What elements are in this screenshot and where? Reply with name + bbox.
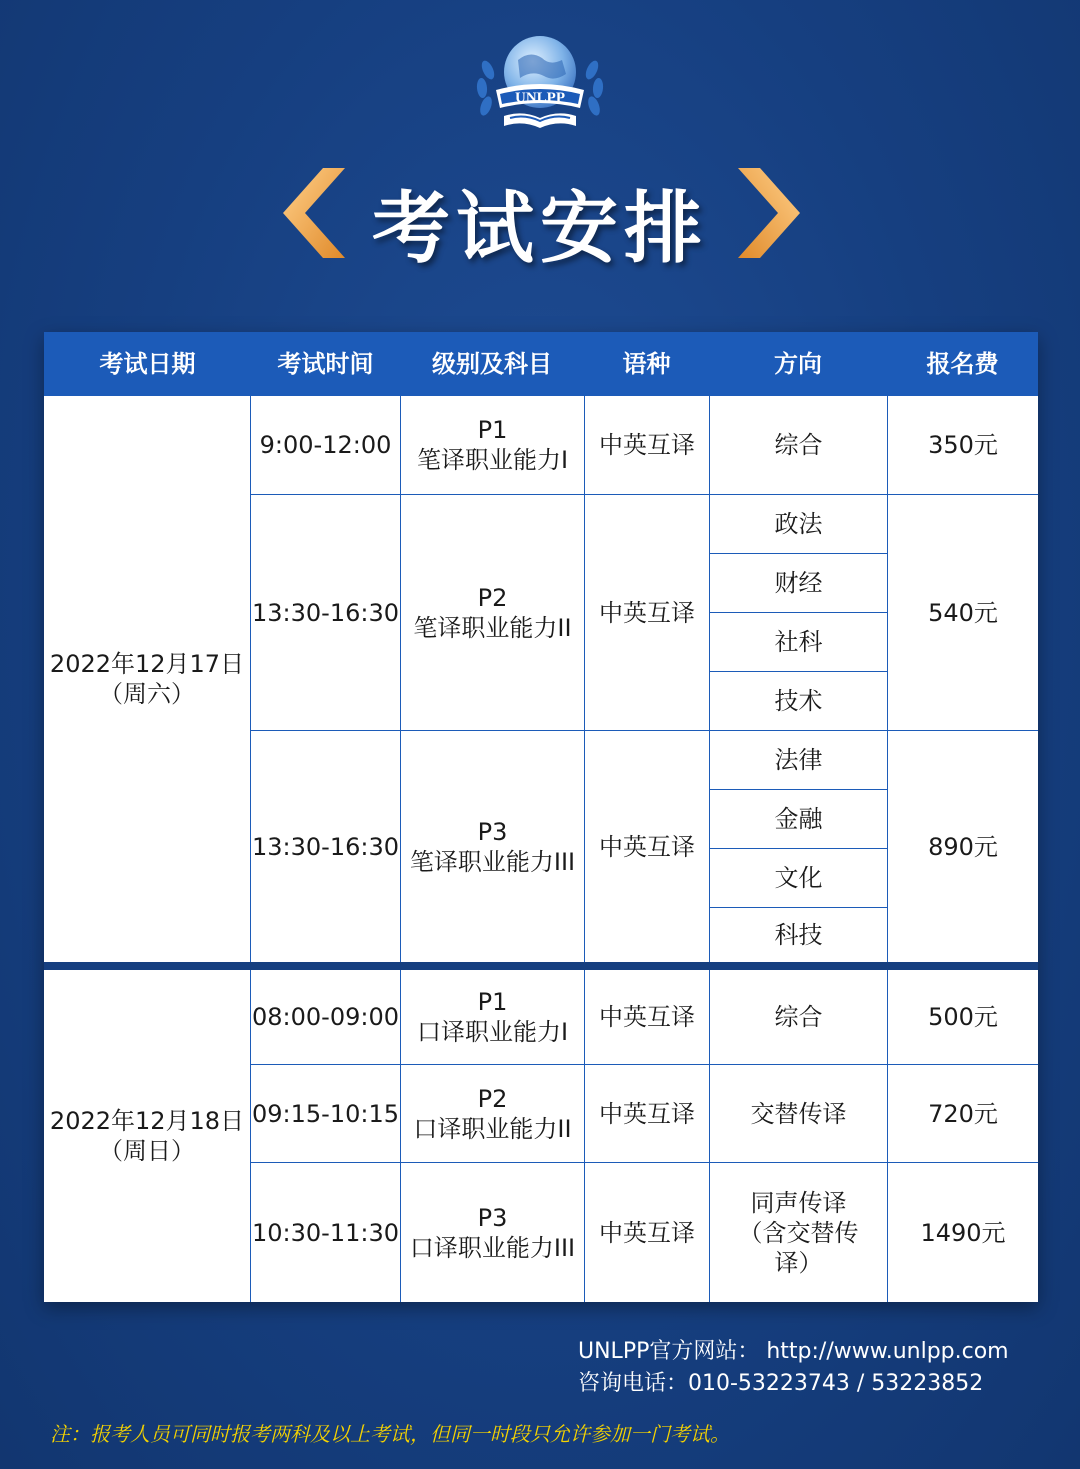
direction: 社科: [774, 628, 823, 656]
header-exam-date: 考试日期: [99, 350, 196, 378]
title-section: [0, 160, 1080, 274]
exam-date-day2: [44, 970, 250, 1302]
weekday-label: （周六）: [99, 680, 195, 708]
fee: 350元: [928, 431, 998, 459]
level-label: P3: [477, 1203, 508, 1232]
website-line: UNLPP官方网站： http://www.unlpp.com: [578, 1339, 1009, 1364]
fee: 890元: [928, 832, 998, 861]
exam-date-day1: [44, 396, 250, 962]
chevron-left-icon: [283, 168, 345, 258]
level-label: P1: [477, 988, 508, 1016]
language: 中英互译: [599, 431, 695, 459]
subject-label: 口译职业能力II: [413, 1114, 572, 1143]
exam-time: 08:00-09:00: [252, 1003, 399, 1031]
direction-line: （含交替传: [738, 1218, 859, 1247]
header-exam-time: 考试时间: [277, 350, 374, 378]
direction: 政法: [774, 510, 823, 538]
language: 中英互译: [599, 1218, 695, 1247]
header-direction: 方向: [774, 350, 822, 378]
direction: 交替传译: [750, 1099, 847, 1128]
language: 中英互译: [599, 1099, 695, 1128]
page-title: 考试安排: [371, 184, 708, 274]
level-subject: [401, 1065, 584, 1162]
fee: 720元: [928, 1099, 998, 1128]
weekday-label: （周日）: [99, 1137, 195, 1165]
level-label: P2: [477, 583, 508, 612]
direction: 科技: [774, 921, 823, 949]
direction-line: 同声传译: [750, 1188, 847, 1217]
level-label: P1: [477, 416, 508, 444]
direction: 综合: [774, 431, 823, 459]
direction: 法律: [774, 746, 823, 774]
exam-time: 13:30-16:30: [252, 598, 399, 627]
level-subject: [401, 1163, 584, 1302]
phone-line: 咨询电话：010-53223743 / 53223852: [578, 1371, 984, 1396]
direction: 综合: [774, 1003, 823, 1031]
language: 中英互译: [599, 1003, 695, 1031]
exam-schedule-table: [44, 332, 1038, 1302]
day-separator: [44, 962, 1038, 970]
level-subject: [401, 970, 584, 1064]
date-label: 2022年12月18日: [49, 1107, 245, 1135]
unlpp-logo: [470, 30, 610, 135]
level-subject: [401, 495, 584, 730]
fee: 500元: [928, 1003, 998, 1031]
subject-label: 笔译职业能力III: [409, 847, 576, 876]
direction: 财经: [774, 569, 823, 597]
level-subject: [401, 731, 584, 962]
direction-line: 译）: [774, 1248, 823, 1277]
level-subject: [401, 396, 584, 494]
level-label: P3: [477, 817, 508, 846]
logo-text: UNLPP: [515, 90, 565, 106]
fee: 540元: [928, 598, 998, 627]
exam-time: 10:30-11:30: [252, 1218, 399, 1247]
language: 中英互译: [599, 832, 695, 861]
fee: 1490元: [920, 1218, 1006, 1247]
language: 中英互译: [599, 598, 695, 627]
header-language: 语种: [622, 350, 671, 378]
table-header: [44, 332, 1038, 396]
exam-time: 09:15-10:15: [252, 1099, 399, 1128]
level-label: P2: [477, 1084, 508, 1113]
note-text: 注：报考人员可同时报考两科及以上考试，但同一时段只允许参加一门考试。: [50, 1422, 730, 1446]
direction: 文化: [774, 864, 823, 892]
contact-info: [578, 1336, 1009, 1400]
direction: 金融: [774, 805, 823, 833]
direction: 技术: [774, 687, 823, 715]
exam-time: 13:30-16:30: [252, 832, 399, 861]
subject-label: 口译职业能力I: [416, 1018, 569, 1046]
header-fee: 报名费: [926, 350, 999, 378]
direction: [710, 1163, 887, 1302]
header-level-subject: 级别及科目: [432, 350, 552, 378]
subject-label: 笔译职业能力I: [416, 446, 569, 474]
chevron-right-icon: [738, 168, 800, 258]
subject-label: 笔译职业能力II: [413, 613, 572, 642]
date-label: 2022年12月17日: [49, 650, 245, 678]
subject-label: 口译职业能力III: [409, 1233, 576, 1262]
exam-time: 9:00-12:00: [259, 431, 392, 459]
